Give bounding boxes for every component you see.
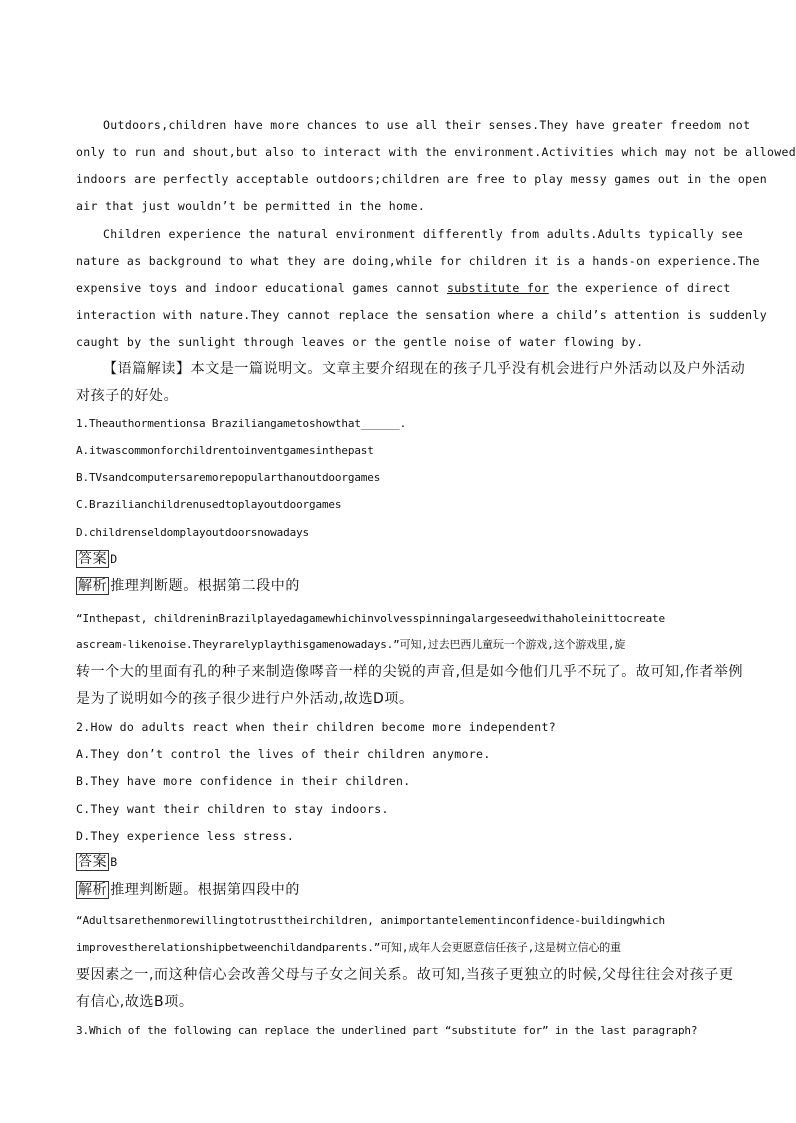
analysis-label: 解析: [78, 578, 108, 594]
option-a: A.itwascommonforchildrentoinventgamesinthepast: [76, 444, 374, 457]
passage-line: [76, 280, 731, 296]
analysis-lead: 推理判断题。根据第四段中的: [110, 882, 301, 898]
passage-line: Children experience the natural environment differently from adults.Adults typically see: [103, 227, 744, 241]
question-stem: 2.How do adults react when their children become more independent?: [76, 720, 557, 734]
quote-line: “Adultsarethenmorewillingtotrusttheirchildren, animportantelementinconfidence-buildingwhich: [76, 914, 666, 927]
passage-line: indoors are perfectly acceptable outdoors;children are free to play messy games out in the open: [76, 172, 767, 186]
answer-row: [76, 550, 718, 568]
passage-line: only to run and shout,but also to interact with the environment.Activities which may not be allowed: [76, 145, 796, 159]
quote-line: “Inthepast, childreninBrazilplayedagamewhichinvolvesspinningalargeseedwithaholeinittocreate: [76, 612, 666, 625]
explanation-line: 转一个大的里面有孔的种子来制造像噖音一样的尖锐的声音,但是如今他们几乎不玩了。故可知,作者举例: [76, 664, 744, 680]
analysis-row: [76, 881, 718, 899]
answer-label: 答案: [78, 854, 108, 870]
answer-value: B: [110, 855, 118, 869]
explanation-line: 是为了说明如今的孩子很少进行户外活动,故选D项。: [76, 691, 414, 707]
explanation-line: 要因素之一,而这种信心会改善父母与子女之间关系。故可知,当孩子更独立的时候,父母往往会对孩子更: [76, 967, 734, 983]
answer-label: 答案: [78, 551, 108, 567]
passage-line: Outdoors,children have more chances to use all their senses.They have greater freedom not: [103, 118, 751, 132]
passage-line: interaction with nature.They cannot replace the sensation where a child’s attention is suddenly: [76, 308, 767, 322]
quote-line: ascream-likenoise.Theyrarelyplaythisgamenowadays.”可知,过去巴西儿童玩一个游戏,这个游戏里,旋: [76, 638, 626, 651]
passage-text: expensive toys and indoor educational games cannot: [76, 281, 447, 295]
quote-line: improvestherelationshipbetweenchildandparents.”可知,成年人会更愿意信任孩子,这是树立信心的重: [76, 941, 622, 954]
answer-row: [76, 853, 718, 871]
underlined-phrase: substitute for: [446, 281, 549, 295]
question-stem: 1.Theauthormentionsa Braziliangametoshowthat______.: [76, 417, 407, 430]
analysis-line: 对孩子的好处。: [76, 388, 179, 404]
analysis-label: 解析: [78, 882, 108, 898]
passage-line: caught by the sunlight through leaves or the gentle noise of water flowing by.: [76, 335, 644, 349]
passage-text: the experience of direct: [548, 281, 731, 295]
option-d: D.childrenseldomplayoutdoorsnowadays: [76, 526, 310, 539]
passage-line: air that just wouldn’t be permitted in the home.: [76, 199, 426, 213]
option-c: C.They want their children to stay indoors.: [76, 802, 389, 816]
analysis-lead: 推理判断题。根据第二段中的: [110, 578, 301, 594]
question-stem: 3.Which of the following can replace the underlined part “substitute for” in the last paragraph?: [76, 1024, 698, 1037]
option-d: D.They experience less stress.: [76, 829, 295, 843]
option-b: B.They have more confidence in their children.: [76, 774, 411, 788]
passage-line: nature as background to what they are doing,while for children it is a hands-on experience.The: [76, 254, 760, 268]
analysis-heading: 【语篇解读】本文是一篇说明文。文章主要介绍现在的孩子几乎没有机会进行户外活动以及户外活动: [103, 361, 746, 377]
answer-value: D: [110, 552, 118, 566]
explanation-line: 有信心,故选B项。: [76, 994, 194, 1010]
option-b: B.TVsandcomputersaremorepopularthanoutdoorgames: [76, 471, 381, 484]
option-a: A.They don’t control the lives of their children anymore.: [76, 747, 491, 761]
option-c: C.Brazilianchildrenusedtoplayoutdoorgames: [76, 498, 342, 511]
analysis-row: [76, 577, 718, 595]
